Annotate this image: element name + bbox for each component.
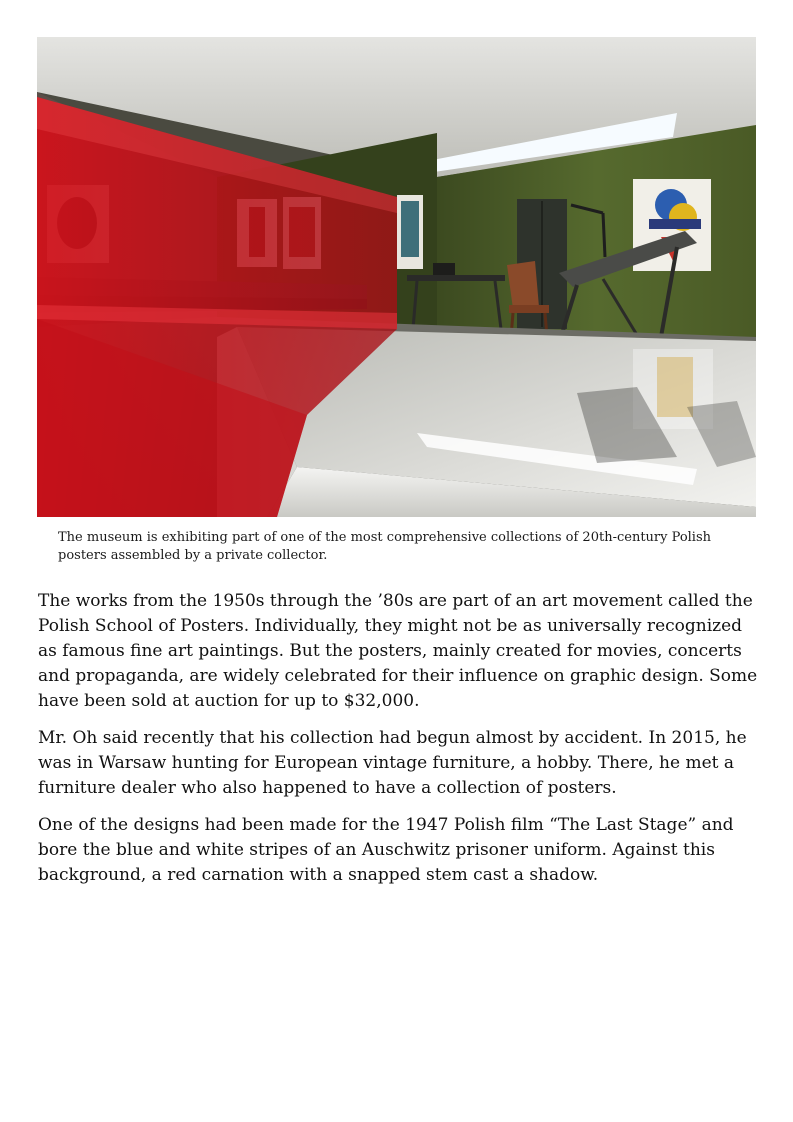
article-paragraph: The works from the 1950s through the ’80s are part of an art movement called the Polish School of Posters. Individually, they might not be as universally recognized as famous fine art paintings. But the posters, mainly created for movies, concerts and propaganda, are widely celebrated for their influence on graphic design. Some have been sold at auction for up to $32,000.: [38, 591, 758, 711]
article-paragraph: One of the designs had been made for the 1947 Polish film “The Last Stage” and bore the blue and white stripes of an Auschwitz prisoner uniform. Against this background, a red carnation with a snapped stem cast a shadow.: [38, 815, 734, 885]
article-body: [38, 589, 760, 900]
photo-caption: The museum is exhibiting part of one of the most comprehensive collections of 20th-century Polish posters assembled by a private collector.: [58, 530, 712, 563]
museum-photo: [37, 37, 756, 517]
article-paragraph: Mr. Oh said recently that his collection had begun almost by accident. In 2015, he was in Warsaw hunting for European vintage furniture, a hobby. There, he met a furniture dealer who also happened to have a collection of posters.: [38, 728, 747, 798]
exhibition-image: [37, 37, 756, 517]
